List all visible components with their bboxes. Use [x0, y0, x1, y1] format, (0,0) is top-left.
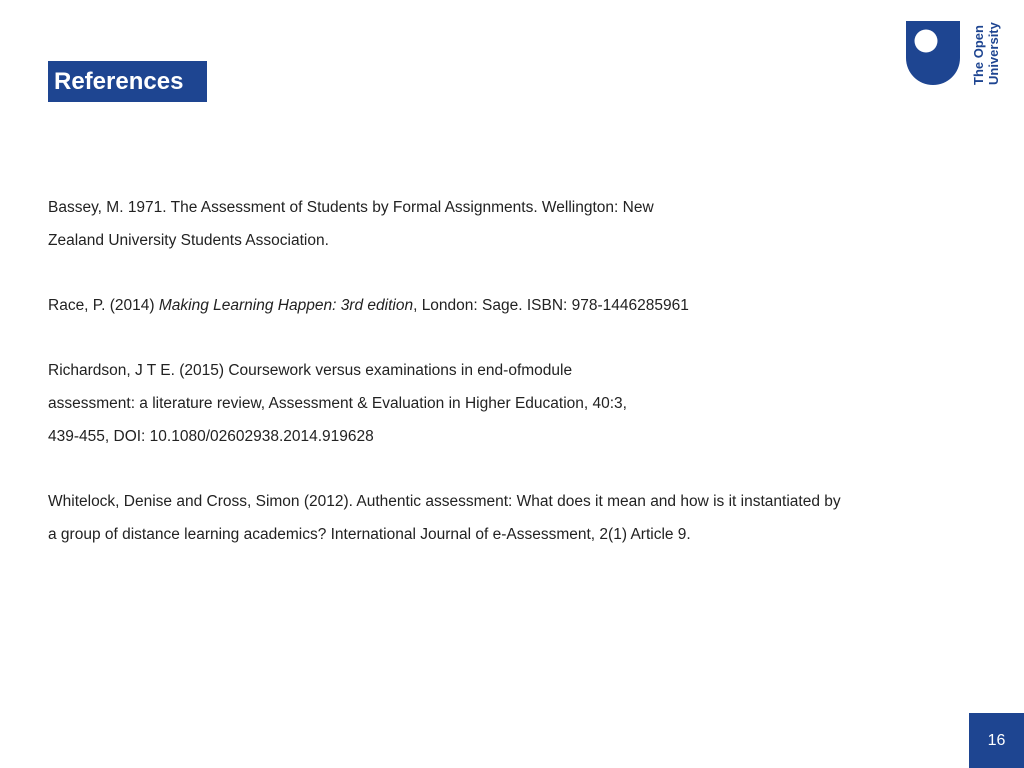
reference-text: a group of distance learning academics? International Journal of e-Assessment, 2(1) Article 9.	[48, 526, 691, 543]
reference-line	[48, 191, 948, 224]
reference-line	[48, 420, 948, 453]
reference-list	[48, 191, 948, 551]
reference-book-title: Making Learning Happen: 3rd edition	[158, 297, 414, 314]
reference-spacer	[48, 257, 948, 289]
reference-line	[48, 354, 948, 387]
reference-item	[48, 289, 948, 322]
reference-text: Bassey, M. 1971. The Assessment of Students by Formal Assignments. Wellington: New	[48, 199, 654, 216]
reference-item	[48, 485, 948, 551]
reference-line	[48, 518, 948, 551]
logo-wordmark	[968, 21, 1002, 85]
page-number: 16	[969, 713, 1024, 768]
reference-text: , London: Sage. ISBN: 978-1446285961	[413, 297, 689, 314]
reference-text: 439-455, DOI: 10.1080/02602938.2014.919628	[48, 428, 374, 445]
reference-text: Whitelock, Denise and Cross, Simon (2012). Authentic assessment: What does it mean and how is it instantiated by	[48, 493, 841, 510]
reference-text: Zealand University Students Association.	[48, 232, 329, 249]
reference-line	[48, 289, 948, 322]
reference-spacer	[48, 453, 948, 485]
reference-spacer	[48, 322, 948, 354]
reference-line	[48, 387, 948, 420]
reference-text: Race, P. (2014)	[48, 297, 159, 314]
reference-line	[48, 485, 948, 518]
logo-line-1: The Open	[971, 25, 986, 85]
reference-line	[48, 224, 948, 257]
reference-item	[48, 354, 948, 453]
shield-icon	[906, 21, 960, 85]
reference-item	[48, 191, 948, 257]
logo-line-2: University	[986, 22, 1001, 85]
reference-text: Richardson, J T E. (2015) Coursework versus examinations in end-ofmodule	[48, 362, 573, 379]
slide-title: References	[48, 61, 207, 102]
open-university-logo	[906, 21, 1002, 87]
reference-text: assessment: a literature review, Assessment & Evaluation in Higher Education, 40:3,	[48, 395, 627, 412]
